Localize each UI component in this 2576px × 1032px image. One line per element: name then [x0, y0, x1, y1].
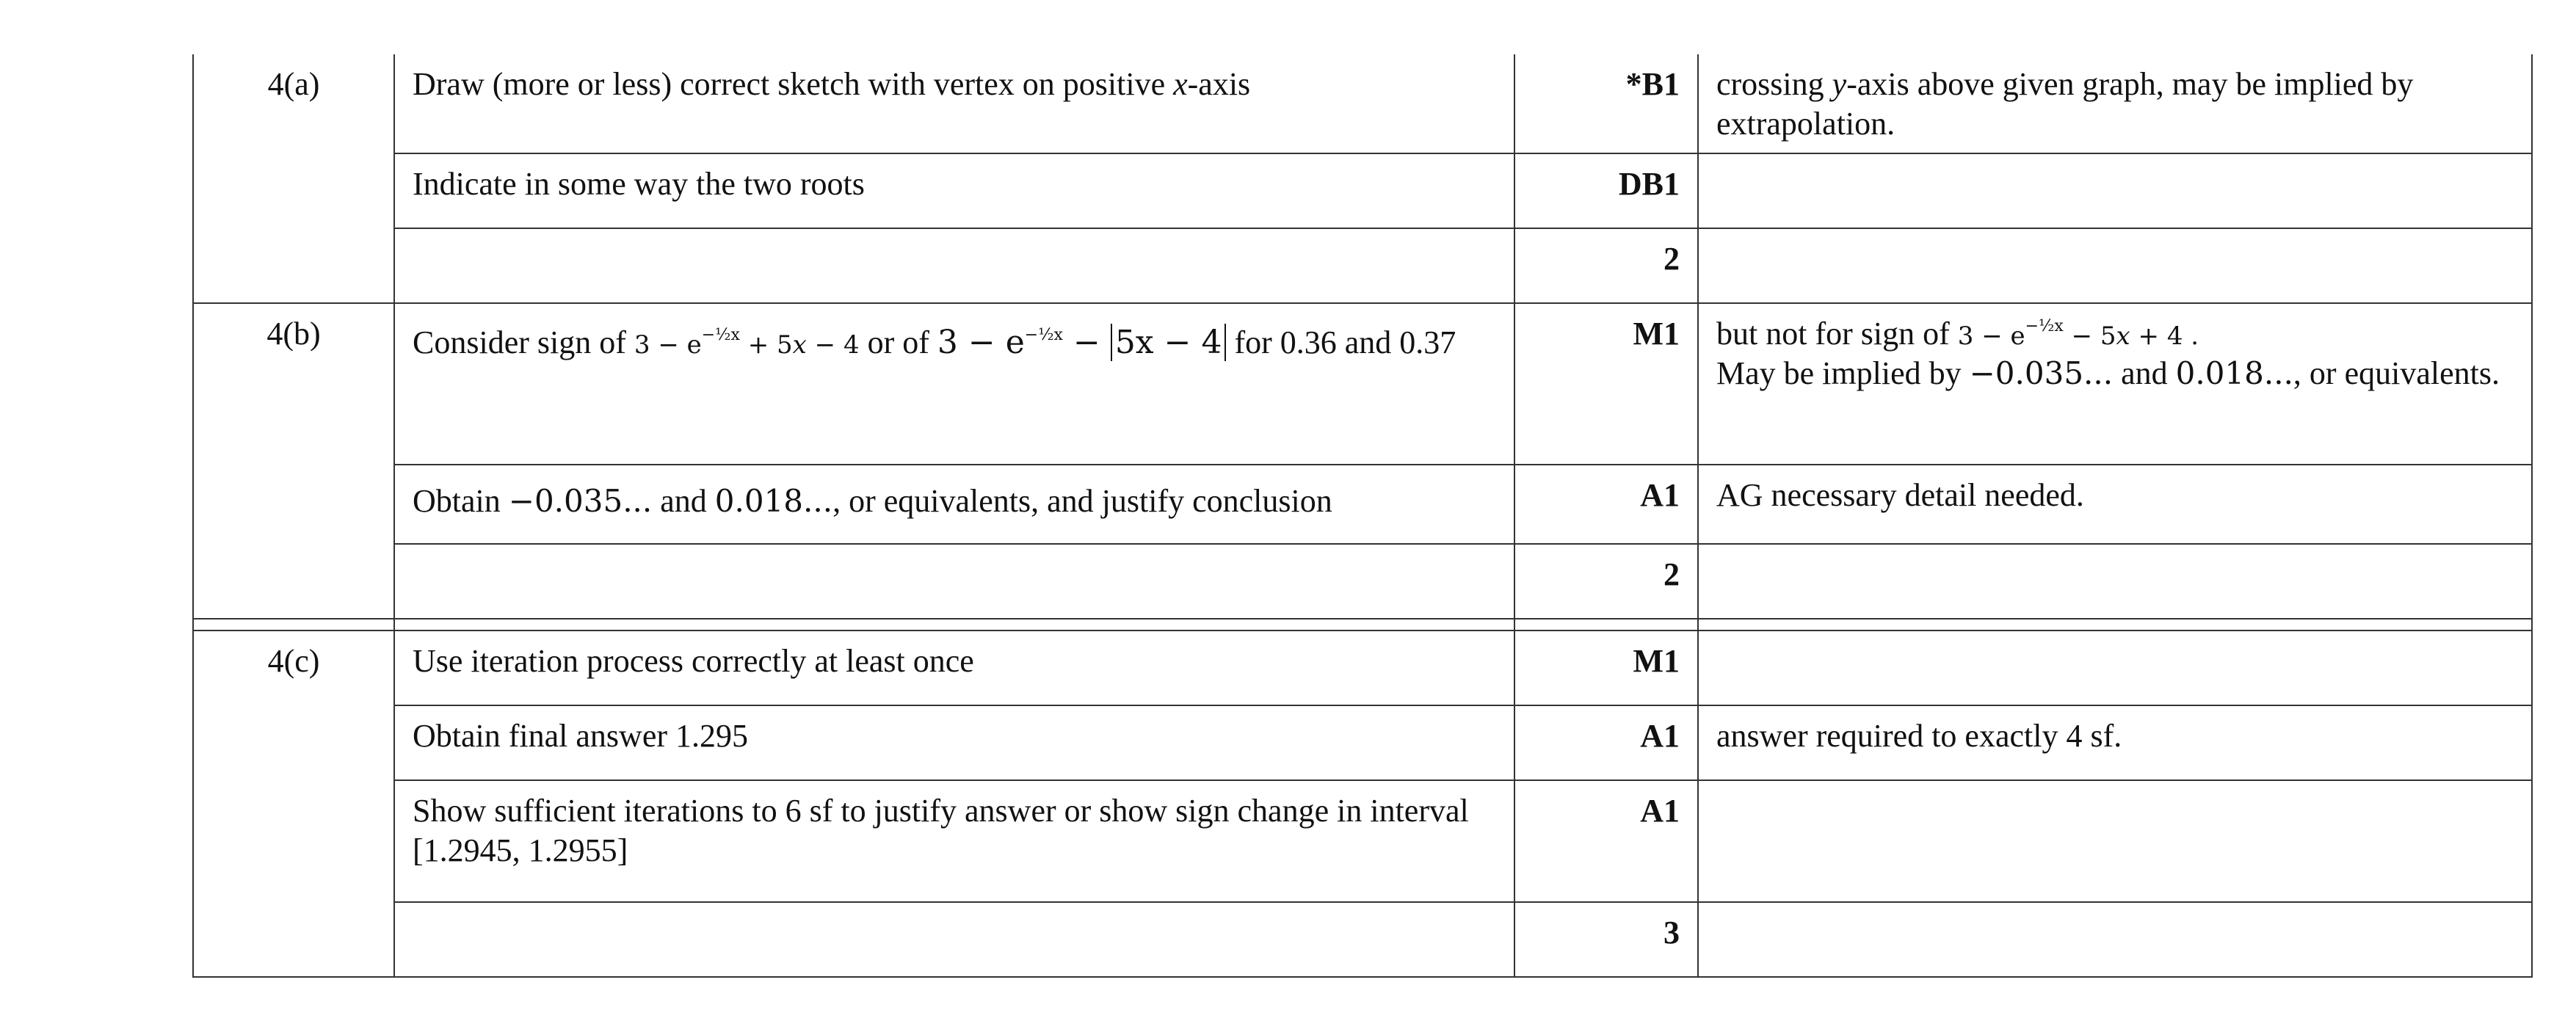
table-row [193, 153, 2532, 228]
mark-total: 2 [1514, 544, 1698, 619]
guidance-text: -axis above given graph, may be implied by extrapolation. [1716, 66, 2414, 142]
table-row [193, 902, 2532, 977]
answer-cell: Show sufficient iterations to 6 sf to justify answer or show sign change in interval [1.2945, 1.2955] [394, 780, 1514, 902]
answer-text: -axis [1187, 66, 1251, 102]
table-row [193, 54, 2532, 153]
answer-text: Draw (more or less) correct sketch with vertex on positive [413, 66, 1174, 102]
answer-variable: x [1173, 66, 1188, 102]
answer-text: Obtain [413, 483, 509, 519]
answer-cell: Indicate in some way the two roots [394, 153, 1514, 228]
answer-cell: Use iteration process correctly at least once [394, 631, 1514, 705]
mark-scheme-sheet [192, 54, 2500, 978]
mark-cell: A1 [1514, 465, 1698, 544]
section-divider [193, 619, 2532, 631]
mark-total: 2 [1514, 228, 1698, 303]
guidance-value: −0.035... [1969, 355, 2114, 391]
answer-cell [394, 54, 1514, 153]
guidance-cell [1698, 228, 2532, 303]
mark-scheme-table [192, 54, 2533, 978]
expression-two: $3 - e^{-\frac{1}{2}x} - 5x - 4$ [937, 324, 1227, 361]
guidance-text: but not for sign of [1716, 316, 1958, 352]
question-number: 4(a) [193, 54, 394, 303]
answer-cell: Obtain −0.035... and 0.018..., or equivalents, and justify conclusion [394, 465, 1514, 544]
mark-total: 3 [1514, 902, 1698, 977]
answer-cell [394, 902, 1514, 977]
guidance-cell [1698, 902, 2532, 977]
guidance-cell [1698, 631, 2532, 705]
answer-cell [394, 303, 1514, 465]
table-row [193, 631, 2532, 705]
expression-one: $3 - e^{-\frac{1}{2}x} + 5x - 4$ [634, 326, 860, 360]
answer-cell [394, 544, 1514, 619]
question-number: 4(b) [193, 303, 394, 619]
table-row [193, 544, 2532, 619]
guidance-text: , or equivalents. [2293, 355, 2500, 391]
answer-cell: Obtain final answer 1.295 [394, 705, 1514, 780]
guidance-cell [1698, 54, 2532, 153]
answer-text: for 0.36 and 0.37 [1226, 324, 1456, 360]
answer-text: or of [859, 324, 937, 360]
mark-cell: A1 [1514, 705, 1698, 780]
guidance-cell [1698, 780, 2532, 902]
question-number: 4(c) [193, 631, 394, 977]
table-row [193, 780, 2532, 902]
answer-value: −0.035... [508, 483, 653, 519]
table-row [193, 465, 2532, 544]
absolute-value: 5x − 4 [1111, 324, 1227, 361]
guidance-cell [1698, 544, 2532, 619]
mark-cell: DB1 [1514, 153, 1698, 228]
answer-cell [394, 228, 1514, 303]
answer-value: 0.018... [714, 483, 833, 519]
guidance-cell [1698, 153, 2532, 228]
mark-cell: A1 [1514, 780, 1698, 902]
answer-text: , or equivalents, and justify conclusion [832, 483, 1332, 519]
table-row [193, 228, 2532, 303]
guidance-cell: but not for sign of $3 - e^{-\frac{1}{2}x} - 5x + 4$ . May be implied by −0.035... and 0.018..., or equivalents. [1698, 303, 2532, 465]
guidance-text: May be implied by [1716, 355, 1970, 391]
guidance-text: crossing [1716, 66, 1832, 102]
guidance-expression: $3 - e^{-\frac{1}{2}x} - 5x + 4$ . [1957, 317, 2199, 351]
mark-cell: M1 [1514, 631, 1698, 705]
mark-cell: M1 [1514, 303, 1698, 465]
guidance-value: 0.018... [2175, 355, 2293, 391]
table-row [193, 303, 2532, 465]
guidance-variable: y [1832, 66, 1847, 102]
table-row [193, 705, 2532, 780]
mark-cell: *B1 [1514, 54, 1698, 153]
guidance-cell: answer required to exactly 4 sf. [1698, 705, 2532, 780]
answer-text: Consider sign of [413, 324, 634, 360]
guidance-cell: AG necessary detail needed. [1698, 465, 2532, 544]
